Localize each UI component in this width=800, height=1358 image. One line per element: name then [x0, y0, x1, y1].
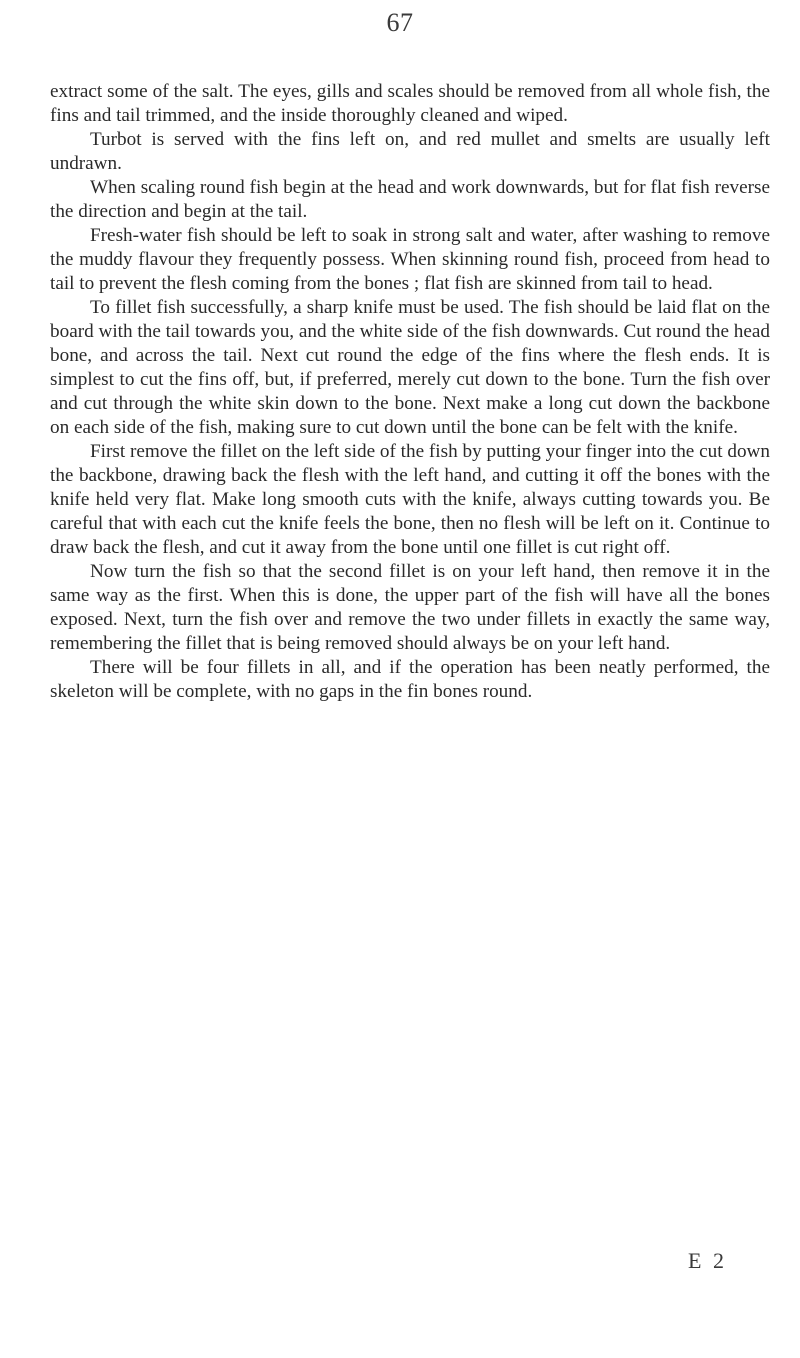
paragraph-2: Turbot is served with the fins left on, and red mullet and smelts are usually left undrawn. — [50, 129, 770, 174]
paragraph-5: To fillet fish successfully, a sharp knife must be used. The fish should be laid flat on the board with the tail towards you, and the white side of the fish downwards. Cut round the head bone, and across the tail. Next cut round the edge of the fins where the flesh ends. It is simplest to cut the fins off, but, if preferred, merely cut down to the bone. Turn the fish over and cut through the white skin down to the bone. Next make a long cut down the backbone on each side of the fish, making sure to cut down until the bone can be felt with the knife. — [50, 297, 770, 438]
paragraph-1: extract some of the salt. The eyes, gills and scales should be removed from all whole fish, the fins and tail trimmed, and the inside thoroughly cleaned and wiped. — [50, 81, 770, 126]
paragraph-6: First remove the fillet on the left side of the fish by putting your finger into the cut down the backbone, drawing back the flesh with the left hand, and cutting it off the bones with the knife held very flat. Make long smooth cuts with the knife, always cutting towards you. Be careful that with each cut the knife feels the bone, then no flesh will be left on it. Continue to draw back the flesh, and cut it away from the bone until one fillet is cut right off. — [50, 441, 770, 558]
body-text — [50, 80, 770, 704]
paragraph-4: Fresh-water fish should be left to soak in strong salt and water, after washing to remove the muddy flavour they frequently possess. When skinning round fish, proceed from head to tail to prevent the flesh coming from the bones ; flat fish are skinned from tail to head. — [50, 225, 770, 294]
paragraph-3: When scaling round fish begin at the head and work downwards, but for flat fish reverse the direction and begin at the tail. — [50, 177, 770, 222]
paragraph-8: There will be four fillets in all, and if the operation has been neatly performed, the skeleton will be complete, with no gaps in the fin bones round. — [50, 657, 770, 702]
signature-mark: E 2 — [688, 1248, 727, 1273]
page-number: 67 — [386, 8, 414, 37]
paragraph-7: Now turn the fish so that the second fillet is on your left hand, then remove it in the same way as the first. When this is done, the upper part of the fish will have all the bones exposed. Next, turn the fish over and remove the two under fillets in exactly the same way, remembering the fillet that is being removed should always be on your left hand. — [50, 561, 770, 654]
